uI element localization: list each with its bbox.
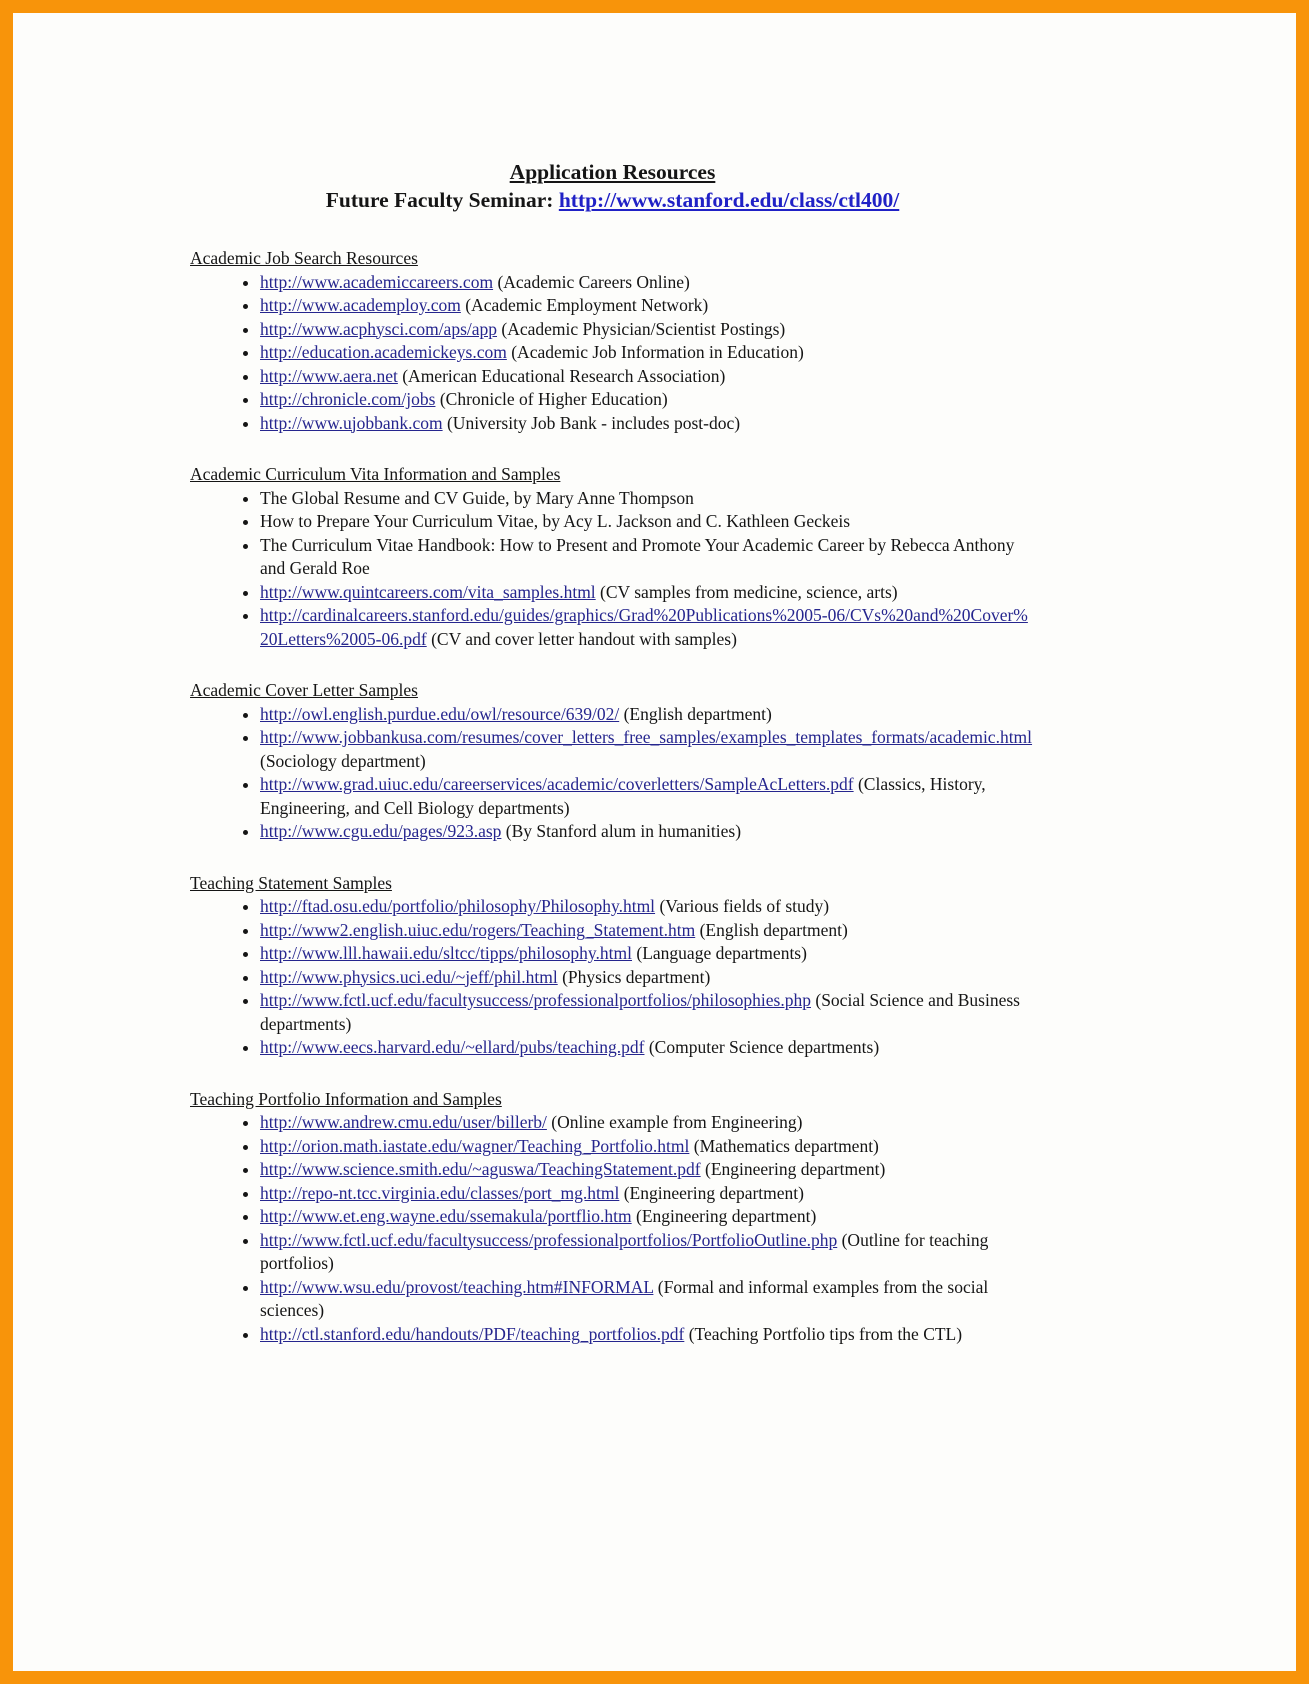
resource-link[interactable]: http://www.jobbankusa.com/resumes/cover_letters_free_samples/examples_templates_formats/academic.html xyxy=(260,727,1033,747)
resource-item xyxy=(260,271,1035,295)
resource-item xyxy=(260,510,1035,534)
resource-item xyxy=(260,895,1035,919)
resource-link[interactable]: http://www.cgu.edu/pages/923.asp xyxy=(260,821,502,841)
resource-text: The Global Resume and CV Guide, by Mary Anne Thompson xyxy=(260,487,694,508)
resource-item xyxy=(260,773,1035,820)
resource-desc: (English department) xyxy=(695,919,848,940)
subtitle-link[interactable]: http://www.stanford.edu/class/ctl400/ xyxy=(558,188,900,212)
resource-desc: (By Stanford alum in humanities) xyxy=(501,821,742,841)
resource-desc: (Physics department) xyxy=(557,966,711,987)
resource-item xyxy=(260,581,1035,605)
resource-desc: (Engineering department) xyxy=(619,1182,804,1203)
section-heading: Teaching Portfolio Information and Samples xyxy=(190,1088,502,1109)
resource-link[interactable]: http://owl.english.purdue.edu/owl/resource/639/02/ xyxy=(260,703,620,724)
resource-item xyxy=(260,1229,1035,1276)
section-academic-job-search xyxy=(190,247,1035,435)
section-heading: Academic Job Search Resources xyxy=(190,248,418,268)
resource-link[interactable]: http://ctl.stanford.edu/handouts/PDF/teaching_portfolios.pdf xyxy=(260,1323,685,1344)
resource-item xyxy=(260,1036,1035,1060)
resource-link[interactable]: http://www.et.eng.wayne.edu/ssemakula/portflio.htm xyxy=(260,1206,632,1226)
resource-link[interactable]: http://www.fctl.ucf.edu/facultysuccess/professionalportfolios/philosophies.php xyxy=(260,990,811,1010)
resource-list xyxy=(190,1111,1035,1346)
resource-desc: (Sociology department) xyxy=(260,750,426,771)
page-title: Application Resources xyxy=(509,160,716,184)
resource-desc: (Formal and informal examples from the social sciences) xyxy=(260,1276,989,1320)
resource-desc: (Chronicle of Higher Education) xyxy=(435,389,668,409)
resource-link[interactable]: http://repo-nt.tcc.virginia.edu/classes/port_mg.html xyxy=(260,1182,620,1203)
resource-list xyxy=(190,703,1035,844)
resource-desc: (CV and cover letter handout with samples) xyxy=(426,628,737,649)
resource-link[interactable]: http://www.academiccareers.com xyxy=(260,271,494,292)
resource-item xyxy=(260,1323,1035,1347)
resource-desc: (Academic Job Information in Education) xyxy=(506,342,804,362)
resource-desc: (Computer Science departments) xyxy=(644,1037,880,1057)
resource-text: How to Prepare Your Curriculum Vitae, by Acy L. Jackson and C. Kathleen Geckeis xyxy=(260,511,851,531)
resource-link[interactable]: http://www.ujobbank.com xyxy=(260,412,443,433)
resource-desc: (American Educational Research Association) xyxy=(397,365,726,386)
resource-desc: (CV samples from medicine, science, arts) xyxy=(595,581,898,602)
resource-item xyxy=(260,820,1035,844)
resource-link[interactable]: http://www.aera.net xyxy=(260,365,398,386)
resource-item xyxy=(260,1111,1035,1135)
resource-desc: (English department) xyxy=(619,703,772,724)
resource-item xyxy=(260,726,1035,773)
section-heading: Teaching Statement Samples xyxy=(190,872,392,893)
resource-item xyxy=(260,703,1035,727)
resource-text: The Curriculum Vitae Handbook: How to Present and Promote Your Academic Career by Rebecca Anthony and Gerald Roe xyxy=(260,534,1015,578)
resource-desc: (Mathematics department) xyxy=(689,1135,879,1156)
section-curriculum-vita xyxy=(190,463,1035,651)
resource-list xyxy=(190,271,1035,436)
resource-link[interactable]: http://www.lll.hawaii.edu/sltcc/tipps/philosophy.html xyxy=(260,943,633,963)
resource-item xyxy=(260,942,1035,966)
resource-item xyxy=(260,1182,1035,1206)
section-cover-letter xyxy=(190,679,1035,844)
resource-link[interactable]: http://www.fctl.ucf.edu/facultysuccess/professionalportfolios/PortfolioOutline.php xyxy=(260,1229,838,1250)
resource-desc: (Academic Careers Online) xyxy=(493,271,690,292)
resource-link[interactable]: http://orion.math.iastate.edu/wagner/Teaching_Portfolio.html xyxy=(260,1135,690,1156)
resource-desc: (Online example from Engineering) xyxy=(546,1112,803,1132)
resource-link[interactable]: http://www.physics.uci.edu/~jeff/phil.html xyxy=(260,966,558,987)
resource-desc: (Classics, History, Engineering, and Cell Biology departments) xyxy=(260,774,986,818)
subtitle-label: Future Faculty Seminar: xyxy=(325,188,559,212)
title-block xyxy=(190,158,1035,214)
resource-desc: (Language departments) xyxy=(632,943,807,963)
resource-link[interactable]: http://education.academickeys.com xyxy=(260,342,507,362)
section-teaching-statement xyxy=(190,872,1035,1060)
resource-desc: (Various fields of study) xyxy=(655,896,830,916)
resource-item xyxy=(260,1135,1035,1159)
resource-list xyxy=(190,487,1035,652)
resource-link[interactable]: http://www.wsu.edu/provost/teaching.htm#INFORMAL xyxy=(260,1276,654,1297)
resource-item xyxy=(260,341,1035,365)
resource-link[interactable]: http://www.grad.uiuc.edu/careerservices/academic/coverletters/SampleAcLetters.pdf xyxy=(260,774,854,794)
page-subtitle xyxy=(190,186,1035,214)
section-teaching-portfolio xyxy=(190,1088,1035,1347)
resource-item xyxy=(260,966,1035,990)
resource-link[interactable]: http://www.academploy.com xyxy=(260,295,461,315)
resource-desc: (Academic Physician/Scientist Postings) xyxy=(497,318,786,339)
resource-list xyxy=(190,895,1035,1060)
document-body xyxy=(190,158,1035,1346)
resource-item xyxy=(260,534,1035,581)
resource-item xyxy=(260,412,1035,436)
resource-desc: (Engineering department) xyxy=(700,1159,886,1179)
resource-desc: (Engineering department) xyxy=(631,1206,817,1226)
resource-link[interactable]: http://ftad.osu.edu/portfolio/philosophy/Philosophy.html xyxy=(260,896,656,916)
section-heading: Academic Cover Letter Samples xyxy=(190,680,418,700)
resource-item xyxy=(260,388,1035,412)
resource-desc: (Outline for teaching portfolios) xyxy=(260,1229,989,1273)
resource-link[interactable]: http://www2.english.uiuc.edu/rogers/Teaching_Statement.htm xyxy=(260,919,696,940)
resource-item xyxy=(260,604,1035,651)
resource-item xyxy=(260,487,1035,511)
resource-link[interactable]: http://www.quintcareers.com/vita_samples.html xyxy=(260,581,596,602)
resource-desc: (University Job Bank - includes post-doc) xyxy=(442,412,741,433)
section-heading: Academic Curriculum Vita Information and Samples xyxy=(190,464,561,484)
resource-item xyxy=(260,1276,1035,1323)
resource-link[interactable]: http://www.andrew.cmu.edu/user/billerb/ xyxy=(260,1112,547,1132)
resource-link[interactable]: http://www.eecs.harvard.edu/~ellard/pubs/teaching.pdf xyxy=(260,1037,645,1057)
resource-item xyxy=(260,294,1035,318)
resource-desc: (Teaching Portfolio tips from the CTL) xyxy=(684,1323,963,1344)
resource-item xyxy=(260,1205,1035,1229)
resource-link[interactable]: http://chronicle.com/jobs xyxy=(260,389,436,409)
resource-item xyxy=(260,365,1035,389)
resource-link[interactable]: http://www.acphysci.com/aps/app xyxy=(260,318,498,339)
resource-item xyxy=(260,919,1035,943)
resource-item xyxy=(260,1158,1035,1182)
resource-link[interactable]: http://www.science.smith.edu/~aguswa/TeachingStatement.pdf xyxy=(260,1159,701,1179)
resource-item xyxy=(260,318,1035,342)
resource-desc: (Social Science and Business departments) xyxy=(260,990,1020,1034)
resource-item xyxy=(260,989,1035,1036)
resource-link[interactable]: http://cardinalcareers.stanford.edu/guides/graphics/Grad%20Publications%2005-06/CVs%20and%20Cover%20Letters%2005-06.pdf xyxy=(260,605,1028,649)
resource-desc: (Academic Employment Network) xyxy=(460,295,709,315)
